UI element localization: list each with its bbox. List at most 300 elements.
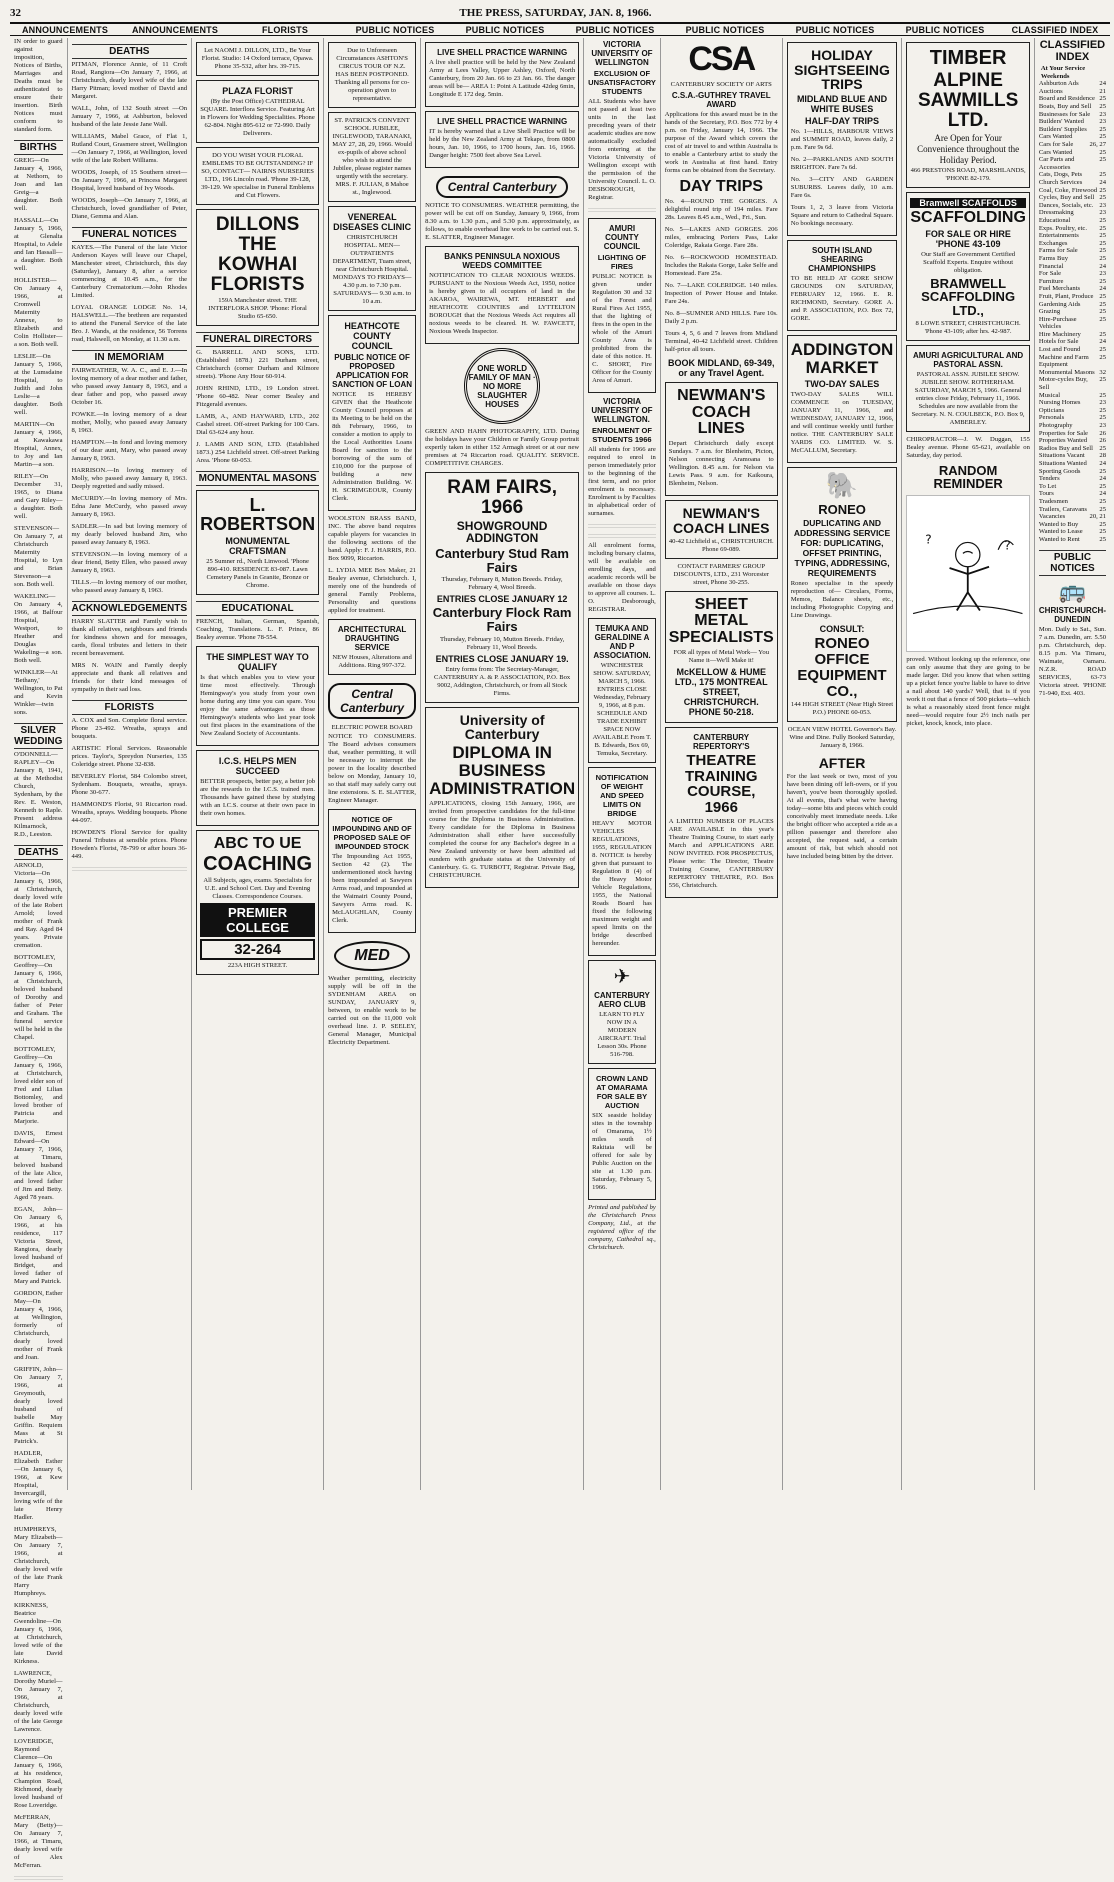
index-entry-label: Hotels for Sale — [1038, 338, 1079, 346]
robertson-subtitle: MONUMENTAL CRAFTSMAN — [225, 535, 290, 556]
index-entry-page: 21 — [1099, 87, 1106, 95]
funeral-directors-heading: FUNERAL DIRECTORS — [196, 332, 319, 347]
index-entry-page: 25 — [1099, 133, 1106, 141]
ocean-view-hotel-ad: OCEAN VIEW HOTEL Governor's Bay. Wine and Dine. Fully Booked Saturday, January 8, 1966. — [787, 726, 897, 750]
funeral-director-ad: JOHN RHIND, LTD., 19 London street. 'Phone 60-482. Near corner Bealey and Fitzgerald avenues. — [196, 384, 320, 408]
index-entry-label: Furniture — [1038, 277, 1064, 285]
clinic-title: VENEREAL DISEASES CLINIC — [333, 212, 412, 232]
index-entry-page: 25 — [1099, 353, 1106, 361]
vuw-enrolment-text: All students for 1966 are required to enrol in person immediately prior to the beginning of the first term, and no prior enrolment is necessary. Enrolment is by Faculties in alphabetical order of surnames. — [588, 446, 656, 517]
death-notice: HADLER, Elizabeth Esther—On January 6, 1966, at Kew Hospital, Invercargill, loving wife of the late Henry Hadler. — [14, 1450, 63, 1521]
index-entry-label: Opticians — [1038, 406, 1065, 414]
index-entry-page: 24 — [1099, 475, 1106, 483]
index-entry-label: Situations Wanted — [1038, 459, 1087, 467]
index-entry-page: 25 — [1099, 315, 1106, 323]
index-entry-page: 24 — [1099, 285, 1106, 293]
death-notice: PITMAN, Florence Annie, of 11 Croft Road, Rangiora—On January 7, 1966, at Christchurch, dearly loved wife of the late Harry Pitman; loved mother of David and Margaret. — [71, 61, 188, 100]
index-entry-label: Board and Residence — [1038, 95, 1095, 103]
timber-address: 466 PRESTONS ROAD, MARSHLANDS, 'PHONE 82-179. — [910, 166, 1026, 182]
index-entry-label: Builders' Wanted — [1038, 118, 1084, 126]
chiropractor-ad: CHIROPRACTOR—J. W. Duggan, 155 Bealey avenue. Phone 65-621, available on Saturday, day period. — [906, 435, 1030, 459]
index-entry — [1039, 392, 1106, 400]
index-entry-page: 23 — [1099, 110, 1106, 118]
column-public-notices-4 — [661, 38, 783, 1490]
index-entry-label: Situations Vacant — [1038, 452, 1085, 460]
index-entry — [1039, 498, 1106, 506]
premier-college-ad — [196, 830, 319, 976]
sightseeing-title: HOLIDAY SIGHTSEEING TRIPS — [794, 47, 890, 93]
temuka-show-ad — [588, 618, 656, 763]
index-entry-page: 25 — [1099, 467, 1106, 475]
newmans-2-title: NEWMAN'S COACH LINES — [673, 505, 770, 536]
index-entry-label: Trailers, Caravans — [1038, 505, 1087, 513]
index-entry — [1039, 263, 1106, 271]
shell-warning-text: A live shell practice will be held by the New Zealand Army at Lees Valley, Upper Ashley, Oxford, North Canterbury, from 20 Jan. 66 to 23 Jan. 66. The danger areas will be— AREA 1: Point A Latitude 42deg 6min, Longitude E 172 deg. 5min. — [429, 59, 576, 98]
florist-ad: BEVERLEY Florist, 584 Colombo street, Sydenham. Bouquets, wreaths, sprays. Phone 30-677. — [71, 773, 188, 796]
index-entry-page: 25 — [1099, 300, 1106, 308]
fire-notice-subtitle: LIGHTING OF FIRES — [597, 253, 647, 271]
index-entry — [1039, 278, 1106, 286]
booking-info: BOOK MIDLAND, 69-349, or any Travel Agent. — [667, 357, 775, 378]
column-public-notices-1 — [324, 38, 421, 1490]
temuka-text: WINCHESTER SHOW. SATURDAY, MARCH 5, 1966. ENTRIES CLOSE Wednesday, February 9, 1966, at 8 p.m. SCHEDULE AND TRADE EXHIBIT SPACE NOW AVAILABLE From T. B. Edwards, Box 69, Temuka, Secretary. — [592, 662, 652, 757]
dillons-text: 159A Manchester street. THE INTERFLORA SHOP. 'Phone: Floral Studio 65-650. — [208, 296, 307, 320]
index-entry — [1039, 247, 1106, 255]
half-day-trip: No. 2—PARKLANDS AND SOUTH BRIGHTON. Fare 7s 6d. — [790, 156, 894, 172]
heathcote-subtitle: PUBLIC NOTICE OF PROPOSED APPLICATION FOR SANCTION OF LOAN — [332, 353, 413, 389]
index-entry — [1039, 521, 1106, 529]
index-entry-page: 25 — [1099, 308, 1106, 316]
index-entry — [1039, 240, 1106, 248]
mckellow-hume: McKELLOW & HUME LTD., 175 MONTREAL STREET, CHRISTCHURCH. PHONE 50-218. — [674, 666, 768, 717]
death-notice: EGAN, John—On January 6, 1966, at his residence, 117 Victoria Street, Rangiora, dearly loved husband of Bridget, and loved father of Mary and Patrick. — [14, 1206, 63, 1285]
theatre-course-text: A LIMITED NUMBER OF PLACES ARE AVAILABLE in this year's Theatre Training Course, to start early March and APPLICATIONS ARE NOW INVITED. FOR PROSPECTUS, Please write: The Director, Theatre Training Course, CANTERBURY REPERTORY THEATRE, P.O. Box 556, Christchurch. — [668, 817, 774, 889]
index-entry — [1039, 270, 1106, 278]
index-entry-page: 24 — [1099, 80, 1106, 88]
csa-award-text: Applications for this award must be in the hands of the Secretary, P.O. Box 772 by 4 p.m. on Friday, January 14, 1966. The purpose of the Award which covers the cost of air travel to and within Australia is to enable a Canterbury artist to study the work in Australia at first hand. Entry forms can be obtained from the Secretary. — [664, 111, 778, 174]
index-entry-page: 25 — [1099, 186, 1106, 194]
svg-text:?: ? — [1004, 538, 1012, 553]
scaffolding-ad — [906, 192, 1030, 341]
index-entry-label: Coal, Coke, Firewood — [1038, 186, 1098, 194]
funeral-director-ad: G. BARRELL AND SONS, LTD. (Established 1878.) 221 Durham street, Christchurch (corner Durham and Kilmore streets). 'Phone Any Hour 60-914. — [196, 348, 320, 380]
death-notice: GRIFFIN, John—On January 7, 1966, at Greymouth, dearly loved husband of Isabelle May Griffin. Requiem Mass at St Patrick's. — [14, 1366, 63, 1445]
index-entry-page: 25 — [1099, 535, 1106, 543]
amuri-text: PASTORAL ASSN. JUBILEE SHOW. JUBILEE SHOW. ROTHERHAM. SATURDAY, MARCH 5, 1966. General entries close Friday, February 11, 1966. Schedules are now available from the Secretary. N. N. COULBECK, P.O. Box 9, AMBERLEY. — [911, 370, 1025, 426]
column-headers — [10, 22, 1110, 36]
index-entry-page: 25 — [1099, 346, 1106, 354]
heathcote-title: HEATHCOTE COUNTY COUNCIL — [344, 321, 400, 351]
shearing-title: SOUTH ISLAND SHEARING CHAMPIONSHIPS — [808, 246, 876, 274]
ics-text: BETTER prospects, better pay, a better job are the rewards to the I.C.S. trained men. Thousands have gained these by studying with an I.C.S. course at their own pace in their own homes. — [200, 777, 316, 817]
index-entry-page: 25 — [1099, 171, 1106, 179]
plaza-florist-ad — [196, 80, 319, 143]
text-filler — [588, 206, 656, 214]
column-header: PUBLIC NOTICES — [890, 22, 1000, 36]
column-header: PUBLIC NOTICES — [670, 22, 780, 36]
robertson-ad — [196, 490, 319, 595]
index-entry-label: Hire-Purchase Vehicles — [1038, 315, 1077, 331]
index-entry — [1039, 118, 1106, 126]
ram-fairs-title: RAM FAIRS, 1966 — [447, 477, 558, 518]
crown-land-title: CROWN LAND AT OMARAMA FOR SALE BY AUCTION — [595, 1074, 649, 1110]
index-entry — [1039, 141, 1106, 149]
deaths-heading: DEATHS — [14, 845, 63, 860]
plaza-title: PLAZA FLORIST — [222, 86, 293, 96]
vuw-enrolment-text-2: All enrolment forms, including bursary claims, will be available on enrolling days, and academic records will be available on those days to approve all courses. L. O. Desborough, REGISTRAR. — [588, 542, 656, 613]
crown-land-ad — [588, 1068, 656, 1200]
index-entry-label: Properties for Sale — [1038, 429, 1088, 437]
newmans-title: NEWMAN'S COACH LINES — [677, 386, 766, 438]
photography-ad: GREEN AND HAHN PHOTOGRAPHY, LTD. During the holidays have your Children or Family Group portrait expertly taken in either 152 Armagh street or at our new premises at 74 Riccarton road. QUALITY. SERVICE. COMPETITIVE CHARGES. — [425, 428, 580, 467]
index-entry — [1039, 331, 1106, 339]
power-board-logo — [328, 679, 416, 732]
authentication-notice: IN order to guard against imposition, Notices of Births, Marriages and Deaths must be authenticated to ensure their insertion. Birth Notices must conform to standard form. — [14, 38, 63, 133]
noxious-weeds-notice — [425, 246, 579, 344]
jubilee-notice: ST. PATRICK'S CONVENT SCHOOL JUBILEE, INGLEWOOD, TARANAKI, MAY 27, 28, 29, 1966. Would ex-pupils of above school who wish to attend the Jubilee, please register names urgently with the secretary. MRS. F. JULIAN, 8 Mahoe st., Inglewood. — [328, 112, 416, 202]
index-entry — [1039, 346, 1106, 354]
roneo-logo: RONEO — [818, 501, 866, 517]
timber-title: TIMBER — [929, 47, 1007, 69]
coaching-title: COACHING — [203, 853, 313, 876]
flock-ram-title: Canterbury Flock Ram Fairs — [432, 605, 572, 634]
premier-college-phone: 32-264 — [200, 939, 315, 960]
index-entry-page: 25 — [1099, 224, 1106, 232]
robertson-text: 25 Sumner rd., North Linwood. 'Phone 896-410. RESIDENCE 83-087. Lawn Cemetery Panels in Granite, Bronze or Chrome. — [206, 557, 309, 589]
index-entry-page: 26 — [1099, 437, 1106, 445]
random-reminder-title: RANDOM REMINDER — [933, 462, 1003, 492]
shell-warning — [425, 42, 579, 107]
architectural-title: ARCHITECTURAL DRAUGHTING SERVICE — [337, 625, 407, 652]
power-board-logo-sub: ELECTRIC POWER BOARD — [331, 724, 413, 731]
index-entry-page: 25 — [1099, 414, 1106, 422]
column-announcements-2 — [68, 38, 193, 1490]
architectural-text: NEW Houses, Alterations and Additions. Ring 997-372. — [332, 654, 412, 669]
index-entry-page: 25 — [1099, 376, 1106, 384]
elephant-logo-icon: 🐘 — [825, 470, 859, 500]
index-entry-page: 25 — [1099, 156, 1106, 164]
memoriam-notice: HARRISON.—In loving memory of Molly, who passed away January 8, 1963. Deeply regretted and sadly missed. — [71, 467, 188, 490]
index-entry — [1039, 430, 1106, 438]
index-entry-page: 24 — [1099, 179, 1106, 186]
death-notice: HUMPHREYS, Mary Elizabeth—On January 7, 1966, at Christchurch, dearly loved wife of the late Frank Harry Humphreys. — [14, 1526, 63, 1597]
clinic-notice — [328, 206, 416, 311]
amuri-title: AMURI AGRICULTURAL AND PASTORAL ASSN. — [913, 350, 1024, 369]
half-day-note: Tours 1, 2, 3 leave from Victoria Square and return to Cathedral Square. No bookings necessary. — [790, 204, 894, 228]
death-notice: LAWRENCE, Dorothy Muriel—On January 7, 1966, at Christchurch, dearly loved wife of the late George Lawrence. — [14, 1670, 63, 1733]
vuw-title: VICTORIA UNIVERSITY OF WELLINGTON — [591, 40, 653, 67]
index-entry — [1039, 490, 1106, 498]
index-entry — [1039, 437, 1106, 445]
sheet-metal-title: SHEET METAL SPECIALISTS — [668, 595, 774, 647]
premier-college-banner: PREMIER COLLEGE — [200, 903, 315, 937]
index-entry-page: 32 — [1099, 368, 1106, 376]
brass-band-notice: WOOLSTON BRASS BAND, INC. The above band requires capable players for vacancies in the following sections of the band. Apply: F. J. HARRIS, P.O. Box 9099, Riccarton. — [328, 515, 417, 562]
premier-college-address: 223A HIGH STREET. — [227, 962, 288, 970]
index-entry — [1039, 407, 1106, 415]
index-entry — [1039, 80, 1106, 88]
index-entry-page: 25 — [1099, 247, 1106, 255]
index-entry-page: 25 — [1099, 148, 1106, 156]
architectural-ad — [328, 619, 416, 675]
roneo-ad — [787, 467, 898, 723]
index-entry — [1039, 179, 1106, 187]
index-entry — [1039, 483, 1106, 491]
index-entry — [1039, 187, 1106, 195]
timber-ad — [906, 42, 1030, 188]
index-entry-page: 25 — [1099, 239, 1106, 247]
index-entry-label: Radios Buy and Sell — [1038, 444, 1093, 452]
newmans-ad-2 — [665, 500, 778, 558]
index-entry-label: Monumental Masons — [1038, 368, 1095, 376]
column-header: ANNOUNCEMENTS — [10, 22, 120, 36]
half-day-trip: No. 1—HILLS, HARBOUR VIEWS and SUMMIT ROAD, leaves daily, 2 p.m. Fare 9s 6d. — [790, 128, 894, 152]
birth-notice: WAKELING—On January 4, 1966, at Balfour Hospital, Westport, to Heather and Douglas Wakeling—a son. Both well. — [14, 593, 63, 664]
memoriam-notice: TILLS.—In loving memory of our mother, who passed away January 8, 1963. — [71, 579, 188, 594]
index-entry-label: Builders' Supplies — [1038, 125, 1087, 133]
acknowledgement-notice: MRS N. WAIN and Family deeply appreciate and thank all relatives and friends for their kind messages of sympathy in their sad loss. — [71, 662, 188, 693]
newmans-text: Depart Christchurch daily except Sundays. 7 a.m. for Blenheim, Picton, Nelson connecting Aramoana to Wellington. 8.45 a.m. for Nelson via Lewis Pass. 9 a.m. for Kaikoura, Blenheim, Nelson. — [668, 440, 774, 488]
column-header: PUBLIC NOTICES — [560, 22, 670, 36]
death-notice: BOTTOMLEY, Geoffrey—On January 6, 1966, at Christchurch, beloved husband of Dorothy and father of Peter and Graham. The funeral service will be held in the Chapel. — [14, 954, 63, 1041]
index-entry — [1039, 103, 1106, 111]
day-trip: No. 7—LAKE COLERIDGE. 140 miles. Inspection of Power House and Intake. Fare 24s. — [664, 281, 778, 305]
roneo-services: DUPLICATING AND ADDRESSING SERVICE FOR: DUPLICATING, OFFSET PRINTING, TYPING, ADDRESSING, REQUIREMENTS — [793, 518, 891, 579]
index-entry-label: Businesses for Sale — [1038, 110, 1091, 118]
index-entry-label: Farms Buy — [1038, 254, 1069, 262]
index-entry-page: 20, 21 — [1089, 513, 1106, 521]
robertson-title: L. ROBERTSON — [200, 494, 316, 534]
hemingways-title: THE SIMPLEST WAY TO QUALIFY — [206, 651, 309, 672]
lydia-notice: L. LYDIA MEE Box Maker, 21 Bealey avenue, Christchurch. I, merely one of the hundreds of general Family Problems, Personality and questions applied for treatment. — [328, 567, 417, 614]
stud-ram-title: Canterbury Stud Ram Fairs — [435, 546, 569, 575]
index-entry-page: 25 — [1099, 232, 1106, 240]
index-entry-page: 26, 27 — [1089, 141, 1106, 149]
one-world-stamp: ONE WORLD FAMILY OF MAN · NO MORE SLAUGHTER HOUSES — [464, 348, 540, 424]
index-entry-page: 23 — [1099, 422, 1106, 429]
index-entry-page: 25 — [1099, 292, 1106, 300]
index-entry-page: 25 — [1099, 497, 1106, 505]
index-entry-page: 23 — [1099, 399, 1106, 407]
memoriam-notice: McCURDY.—In loving memory of Mrs. Edna Jane McCurdy, who passed away January 8, 1963. — [71, 495, 188, 518]
alpine-sawmills-title: ALPINE SAWMILLS LTD. — [917, 70, 1019, 131]
half-day-title: HALF-DAY TRIPS — [805, 116, 880, 127]
birth-notice: RILEY—On December 31, 1965, to Diana and Gary Riley—a daughter. Both well. — [14, 473, 63, 520]
public-notices-heading: PUBLIC NOTICES — [1039, 550, 1106, 576]
index-entry-label: Cars Wanted — [1038, 133, 1073, 141]
index-entry-page: 24 — [1099, 338, 1106, 346]
index-entry — [1039, 285, 1106, 293]
memoriam-notice: FOWKE.—In loving memory of a dear mother, Molly, who passed away January 8, 1963. — [71, 411, 188, 434]
index-entry-page: 28 — [1099, 452, 1106, 460]
index-entry — [1039, 88, 1106, 96]
theatre-course-ad — [665, 727, 778, 898]
death-notice: LOVERIDGE, Raymond Clarence—On January 6, 1966, at his residence, Champion Road, Richmond, dearly loved husband of Rose Loveridge. — [14, 1738, 63, 1809]
heathcote-notice — [328, 315, 416, 511]
heathcote-text: NOTICE IS HEREBY GIVEN that the Heathcote County Council proposes at its Meeting to be held on the 8th February, 1966, to consider a motion to apply to the Local Authorities Loans Board for sanction to the borrowing of the sum of £10,000 for the purpose of building a new Administration Building. W. H. SCRIMGEOUR, County Clerk. — [332, 391, 413, 502]
index-entry — [1039, 338, 1106, 346]
index-entry — [1039, 232, 1106, 240]
ics-ad — [196, 750, 319, 826]
index-entry-label: Tenders — [1038, 475, 1060, 483]
power-board-logo-text: Central Canterbury — [436, 176, 569, 198]
index-entry-label: Wanted to Buy — [1038, 520, 1079, 528]
death-notice: GORDON, Esther May—On January 4, 1966, at Wellington, formerly of Christchurch, dearly loved mother of Frank and Joan. — [14, 1290, 63, 1361]
noxious-weeds-title: BANKS PENINSULA NOXIOUS WEEDS COMMITTEE — [444, 252, 560, 270]
coaching-text: All Subjects, ages, exams. Specialists for U.E. and School Cert. Day and Evening Classes. Correspondence Courses. — [203, 877, 312, 901]
printer-imprint: Printed and published by the Christchurch Press Company, Ltd., at the registered office of the company, Cathedral sq., Christchurch. — [588, 1204, 656, 1251]
column-header: CLASSIFIED INDEX — [1000, 22, 1110, 36]
airplane-icon: ✈ — [613, 966, 631, 988]
day-trip: No. 8—SUMNER AND HILLS. Fare 10s. Daily 2 p.m. — [664, 309, 778, 325]
index-entry — [1039, 293, 1106, 301]
index-entry-label: Financial — [1038, 262, 1064, 270]
index-entry-label: Fuel Merchants — [1038, 285, 1081, 293]
index-entry-label: Tradesmen — [1038, 497, 1068, 505]
index-entry-label: Nursing Homes — [1038, 399, 1081, 407]
dillons-title: DILLONS THE KOWHAI FLORISTS — [210, 214, 305, 295]
funeral-director-ad: J. LAMB AND SON, LTD. (Established 1873.) 254 Lichfield street. Off-street Parking Area. 'Phone 60-053. — [196, 440, 320, 464]
shearing-championships-ad — [787, 240, 898, 331]
death-notice: BOTTOMLEY, Geoffrey—On January 6, 1966, at Christchurch, loved elder son of Fred and Lilian Bottomley, and loved brother of Patricia and Marjorie. — [14, 1046, 63, 1125]
index-entry-label: Photography — [1038, 422, 1073, 429]
index-entry-page: 23 — [1099, 118, 1106, 126]
temuka-title: TEMUKA AND GERALDINE A AND P ASSOCIATION. — [593, 624, 651, 660]
text-filler — [588, 522, 656, 530]
death-notice: WOODS, Joseph, of 15 Southern street—On January 7, 1966, at Princess Margaret Hospital, loved husband of Ivy Woods. — [71, 169, 188, 192]
index-entry — [1039, 95, 1106, 103]
index-entry-label: Machine and Farm Equipment — [1038, 353, 1089, 369]
index-header: At Your Service Weekends — [1040, 65, 1086, 80]
birth-notice: GREIG—On January 4, 1966, at Nethorn, to Joan and Ian Greig—a daughter. Both well. — [14, 157, 63, 212]
shell-warning-title: LIVE SHELL PRACTICE WARNING — [437, 48, 568, 57]
index-entry-page: 23 — [1099, 209, 1106, 217]
index-entry-label: Car Parts and Accessories — [1038, 156, 1075, 171]
entries-close-1: ENTRIES CLOSE JANUARY 12 — [436, 594, 568, 605]
index-entry-label: Fruit, Plant, Produce — [1038, 292, 1094, 300]
index-entry-page: 25 — [1099, 95, 1106, 103]
ram-fairs-ad — [425, 472, 579, 703]
index-entry-page: 25 — [1099, 277, 1106, 285]
amuri-show-ad — [906, 345, 1030, 432]
vuw-subtitle: EXCLUSION OF UNSATISFACTORY STUDENTS — [588, 69, 656, 96]
index-entry-label: Exps. Poultry, etc. — [1038, 224, 1087, 232]
funeral-notice: LOYAL ORANGE LODGE No. 14, HALSWELL.—The brethren are requested to attend the Funeral Service of the late Bro. J. Wands, at the residence, 56 Torrens road, Halswell, on Monday, at 11.30 a.m. — [71, 304, 188, 343]
abc-title: ABC TO UE — [213, 834, 302, 852]
addington-subtitle: TWO-DAY SALES — [804, 378, 880, 389]
bramwell-company: BRAMWELL SCAFFOLDING LTD., — [921, 275, 1016, 318]
cartoon-illustration — [907, 496, 1029, 646]
births-heading: BIRTHS — [14, 140, 63, 155]
svg-text:?: ? — [925, 532, 933, 547]
impounding-title: NOTICE OF IMPOUNDING AND OF PROPOSED SALE OF IMPOUNDED STOCK — [332, 815, 412, 851]
day-trips-note: Tours 4, 5, 6 and 7 leaves from Midland Terminal, 40-42 Lichfield street. Children half-price all tours. — [664, 329, 778, 353]
index-entry-label: Musical — [1038, 391, 1061, 399]
index-entry-label: Exchanges — [1038, 239, 1068, 247]
column-header: FLORISTS — [230, 22, 340, 36]
index-entry — [1039, 194, 1106, 202]
index-entry-label: Tours — [1038, 490, 1054, 498]
page-number: 32 — [10, 7, 21, 19]
random-reminder-text: proved. Without looking up the reference, one can only assume that they are going to be made larger. Did you know that when setting up a picket fence you're liable to have to drive a nail about 140 yards? Well, that is if you work it out that a fence of 500 pickets—which is what a reasonably sized front fence might need—would require four 2½ inch nails per picket, knock, knock, into place. — [906, 655, 1030, 727]
death-notice: McFERRAN, Mary (Betty)—On January 7, 1966, at Timaru, dearly loved wife of Alex McFerran. — [14, 1814, 63, 1869]
index-entry — [1039, 209, 1106, 217]
birth-notice: MARTIN—On January 4, 1966, at Kawakawa Hospital, Annex, to Joy and Ian Martin—a son. — [14, 421, 63, 468]
column-classified-index — [1035, 38, 1110, 1490]
memoriam-notice: HAMPTON.—In fond and loving memory of our dear aunt, Mary, who passed away January 8, 1963. — [71, 439, 188, 462]
vuw-enrolment-title: VICTORIA UNIVERSITY OF WELLINGTON. — [591, 397, 653, 424]
index-entry-label: Farms for Sale — [1038, 247, 1078, 255]
index-entry — [1039, 445, 1106, 453]
index-entry-page: 23 — [1099, 270, 1106, 278]
birth-notice: LESLIE—On January 5, 1966, at the Lumsdaine Hospital, to Judith and John Leslie—a daughter. Both well. — [14, 353, 63, 416]
fire-notice — [588, 218, 656, 393]
birth-notice: HASSALL—On January 5, 1966, at Glenalta Hospital, to Adele and Ian Hassall—a daughter. Both well. — [14, 217, 63, 272]
index-entry-page: 25 — [1099, 505, 1106, 513]
index-entry — [1039, 399, 1106, 407]
shell-warning-2-title: LIVE SHELL PRACTICE WARNING — [437, 117, 568, 126]
sheet-metal-ad — [665, 591, 778, 723]
index-entry — [1039, 308, 1106, 316]
index-entry-page: 25 — [1099, 482, 1106, 490]
column-public-notices-2 — [421, 38, 584, 1490]
index-entry-label: Vacancies — [1038, 513, 1066, 521]
birth-notice: STEVENSON—On January 7, at Christchurch Maternity Hospital, to Lyn and Brian Stevenson—a son. Both well. — [14, 525, 63, 588]
index-entry-label: Educational — [1038, 216, 1071, 224]
noxious-weeds-text: NOTIFICATION TO CLEAR NOXIOUS WEEDS. PURSUANT to the Noxious Weeds Act, 1950, notice is hereby given to all occupiers of land in the AKAROA, WAIREWA, MT. HERBERT and HEATHCOTE COUNTIES and LYTTELTON BOROUGH that the Noxious Weeds Act requires all noxious weeds to be cleared. H. W. FAWCETT, Noxious Weeds Inspector. — [429, 272, 576, 335]
death-notice: WOODS, Joseph—On January 7, 1966, at Christchurch, loved grandfather of Peter, Diane, Gemma and Alan. — [71, 197, 188, 220]
column-announcements-1 — [10, 38, 68, 1869]
shell-warning-2 — [425, 111, 579, 168]
power-board-notice: NOTICE TO CONSUMERS. The Board advises consumers that, weather permitting, it will be necessary to interrupt the power in the locality described below on Monday, January 10, so that staff may safely carry out line extensions. S. E. SLATTER, Engineer Manager. — [328, 733, 417, 804]
column-header: PUBLIC NOTICES — [450, 22, 560, 36]
index-entry-label: Auctions — [1038, 87, 1063, 95]
circus-notice: Due to Unforeseen Circumstances ASHTON'S CIRCUS TOUR OF N.Z. HAS BEEN POSTPONED. Thanking all persons for co-operation given to representative. — [328, 42, 416, 108]
university-title: University of Canterbury — [459, 711, 545, 743]
index-entry-page: 25 — [1099, 391, 1106, 399]
index-entry — [1039, 111, 1106, 119]
bus-route-title: CHRISTCHURCH-DUNEDIN — [1038, 605, 1106, 624]
index-entry — [1039, 225, 1106, 233]
diploma-title: DIPLOMA IN BUSINESS ADMINISTRATION — [429, 743, 576, 798]
index-entry-label: Wanted to Rent — [1038, 535, 1080, 543]
index-entry-page: 24 — [1099, 262, 1106, 270]
column-florists — [192, 38, 324, 1490]
index-entry — [1039, 133, 1106, 141]
birth-notice: HOLLISTER—On January 4, 1966, at Cromwell Maternity Annexe, to Elizabeth and Colin Hollister—a son. Both well. — [14, 277, 63, 348]
column-public-notices-5 — [783, 38, 903, 1490]
index-entry-page: 26 — [1099, 429, 1106, 437]
power-cut-notice: NOTICE TO CONSUMERS. WEATHER permitting, the power will be cut off on Sunday, January 9, 1966, from 8.30 a.m. to 1.30 p.m., and 5.30 p.m. approximately, as follows, to enable overhead line work to be carried out. S. E. SLATTER, Engineer Manager. — [425, 202, 580, 241]
index-entry — [1039, 468, 1106, 476]
deaths-heading: DEATHS — [72, 44, 188, 59]
consult-label: CONSULT: — [819, 624, 865, 635]
index-entry — [1039, 354, 1106, 369]
timber-text: Are Open for Your Convenience throughout the Holiday Period. — [917, 132, 1020, 165]
index-entry — [1039, 460, 1106, 468]
index-entry-label: Motor-cycles Buy, Sell — [1038, 376, 1088, 392]
florist-ad: HAMMOND'S Florist, 91 Riccarton road. Wreaths, sprays. Wedding bouquets. Phone 44-097. — [71, 801, 188, 824]
hemingways-ad — [196, 646, 319, 746]
masthead — [10, 6, 1110, 20]
csa-award-title: C.S.A.-GUTHREY TRAVEL AWARD — [671, 91, 771, 109]
med-logo-text: MED — [334, 941, 410, 971]
hemingways-text: Is that which enables you to view your time most effectively. Through Hemingway's you study from your own home during any time you can spare. You enjoy the same advantages as those Hemingway's students who last year took out first places in the examinations of the New Zealand Society of Accountants. — [200, 673, 316, 737]
bridge-limits-text: HEAVY MOTOR VEHICLES REGULATIONS, 1955, REGULATION 8. NOTICE is hereby given that pursuant to Regulation 8 (4) of the Heavy Motor Vehicle Regulations, 1955, the National Roads Board has fixed the following maximum weight and speed limits on the bridge described hereunder. — [592, 820, 652, 947]
index-entry-page: 25 — [1099, 330, 1106, 338]
bramwell-address: 8 LOWE STREET, CHRISTCHURCH. 'Phone 43-109; after hrs. 42-987. — [915, 319, 1021, 335]
florist-ad: HOWDEN'S Floral Service for quality Funeral Tributes at sensible prices. Phone Howden's Florist, 78-799 or after hours 36-449. — [71, 829, 188, 860]
